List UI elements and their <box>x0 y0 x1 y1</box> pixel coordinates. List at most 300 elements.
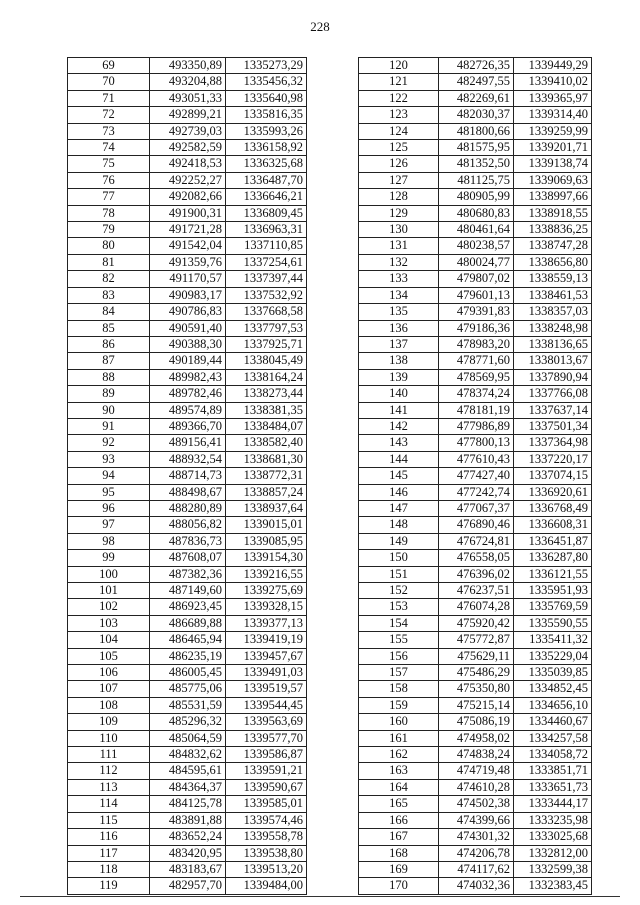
x-coordinate-cell: 482726,35 <box>439 58 514 74</box>
x-coordinate-cell: 490189,44 <box>150 353 226 369</box>
x-coordinate-cell: 478771,60 <box>439 353 514 369</box>
table-row <box>359 599 592 615</box>
y-coordinate-cell: 1339449,29 <box>514 58 592 74</box>
table-row <box>359 189 592 205</box>
point-number-cell: 144 <box>359 451 439 467</box>
table-row <box>359 254 592 270</box>
table-row <box>68 648 307 664</box>
y-coordinate-cell: 1338013,67 <box>514 353 592 369</box>
point-number-cell: 128 <box>359 189 439 205</box>
point-number-cell: 69 <box>68 58 150 74</box>
table-row <box>359 533 592 549</box>
table-row <box>68 369 307 385</box>
table-row <box>359 107 592 123</box>
point-number-cell: 88 <box>68 369 150 385</box>
point-number-cell: 107 <box>68 681 150 697</box>
table-row <box>359 763 592 779</box>
y-coordinate-cell: 1334058,72 <box>514 747 592 763</box>
point-number-cell: 101 <box>68 583 150 599</box>
y-coordinate-cell: 1339085,95 <box>226 533 307 549</box>
y-coordinate-cell: 1338747,28 <box>514 238 592 254</box>
y-coordinate-cell: 1339491,03 <box>226 665 307 681</box>
point-number-cell: 137 <box>359 336 439 352</box>
y-coordinate-cell: 1338918,55 <box>514 205 592 221</box>
y-coordinate-cell: 1339015,01 <box>226 517 307 533</box>
table-row <box>68 697 307 713</box>
point-number-cell: 71 <box>68 90 150 106</box>
table-row <box>68 254 307 270</box>
y-coordinate-cell: 1335411,32 <box>514 632 592 648</box>
x-coordinate-cell: 491721,28 <box>150 222 226 238</box>
table-row <box>359 550 592 566</box>
point-number-cell: 86 <box>68 336 150 352</box>
x-coordinate-cell: 483891,88 <box>150 812 226 828</box>
y-coordinate-cell: 1336920,61 <box>514 484 592 500</box>
table-row <box>359 747 592 763</box>
y-coordinate-cell: 1339590,67 <box>226 779 307 795</box>
table-row <box>68 599 307 615</box>
point-number-cell: 127 <box>359 172 439 188</box>
table-row <box>359 238 592 254</box>
table-row <box>359 845 592 861</box>
x-coordinate-cell: 480905,99 <box>439 189 514 205</box>
x-coordinate-cell: 492252,27 <box>150 172 226 188</box>
table-row <box>359 74 592 90</box>
point-number-cell: 151 <box>359 566 439 582</box>
point-number-cell: 100 <box>68 566 150 582</box>
y-coordinate-cell: 1335769,59 <box>514 599 592 615</box>
y-coordinate-cell: 1336768,49 <box>514 500 592 516</box>
point-number-cell: 91 <box>68 418 150 434</box>
y-coordinate-cell: 1336608,31 <box>514 517 592 533</box>
point-number-cell: 123 <box>359 107 439 123</box>
x-coordinate-cell: 479807,02 <box>439 271 514 287</box>
table-row <box>68 796 307 812</box>
y-coordinate-cell: 1338164,24 <box>226 369 307 385</box>
table-row <box>359 779 592 795</box>
y-coordinate-cell: 1337668,58 <box>226 304 307 320</box>
y-coordinate-cell: 1333025,68 <box>514 829 592 845</box>
table-row <box>68 665 307 681</box>
point-number-cell: 125 <box>359 140 439 156</box>
table-row <box>359 566 592 582</box>
x-coordinate-cell: 490786,83 <box>150 304 226 320</box>
y-coordinate-cell: 1338273,44 <box>226 386 307 402</box>
point-number-cell: 102 <box>68 599 150 615</box>
y-coordinate-cell: 1336451,87 <box>514 533 592 549</box>
table-row <box>359 386 592 402</box>
x-coordinate-cell: 486235,19 <box>150 648 226 664</box>
x-coordinate-cell: 487382,36 <box>150 566 226 582</box>
x-coordinate-cell: 481800,66 <box>439 123 514 139</box>
y-coordinate-cell: 1335951,93 <box>514 583 592 599</box>
table-row <box>68 533 307 549</box>
y-coordinate-cell: 1337397,44 <box>226 271 307 287</box>
point-number-cell: 80 <box>68 238 150 254</box>
table-row <box>68 107 307 123</box>
point-number-cell: 140 <box>359 386 439 402</box>
x-coordinate-cell: 475772,87 <box>439 632 514 648</box>
table-row <box>359 878 592 894</box>
x-coordinate-cell: 479186,36 <box>439 320 514 336</box>
x-coordinate-cell: 484364,37 <box>150 779 226 795</box>
x-coordinate-cell: 474958,02 <box>439 730 514 746</box>
table-row <box>359 369 592 385</box>
x-coordinate-cell: 478181,19 <box>439 402 514 418</box>
point-number-cell: 143 <box>359 435 439 451</box>
y-coordinate-cell: 1337890,94 <box>514 369 592 385</box>
x-coordinate-cell: 482497,55 <box>439 74 514 90</box>
y-coordinate-cell: 1335993,26 <box>226 123 307 139</box>
table-row <box>359 123 592 139</box>
x-coordinate-cell: 490591,40 <box>150 320 226 336</box>
table-row <box>68 632 307 648</box>
x-coordinate-cell: 480238,57 <box>439 238 514 254</box>
point-number-cell: 76 <box>68 172 150 188</box>
y-coordinate-cell: 1333444,17 <box>514 796 592 812</box>
y-coordinate-cell: 1337532,92 <box>226 287 307 303</box>
point-number-cell: 95 <box>68 484 150 500</box>
x-coordinate-cell: 486465,94 <box>150 632 226 648</box>
x-coordinate-cell: 488280,89 <box>150 500 226 516</box>
x-coordinate-cell: 491170,57 <box>150 271 226 287</box>
y-coordinate-cell: 1334852,45 <box>514 681 592 697</box>
table-row <box>359 140 592 156</box>
x-coordinate-cell: 475350,80 <box>439 681 514 697</box>
table-row <box>68 90 307 106</box>
table-row <box>68 156 307 172</box>
y-coordinate-cell: 1339201,71 <box>514 140 592 156</box>
point-number-cell: 113 <box>68 779 150 795</box>
table-row <box>68 566 307 582</box>
y-coordinate-cell: 1338484,07 <box>226 418 307 434</box>
y-coordinate-cell: 1336287,80 <box>514 550 592 566</box>
x-coordinate-cell: 477427,40 <box>439 468 514 484</box>
x-coordinate-cell: 492082,66 <box>150 189 226 205</box>
point-number-cell: 103 <box>68 615 150 631</box>
x-coordinate-cell: 479391,83 <box>439 304 514 320</box>
table-row <box>359 353 592 369</box>
point-number-cell: 166 <box>359 812 439 828</box>
table-row <box>359 336 592 352</box>
x-coordinate-cell: 474719,48 <box>439 763 514 779</box>
x-coordinate-cell: 489782,46 <box>150 386 226 402</box>
footer-rule <box>20 896 620 897</box>
x-coordinate-cell: 485064,59 <box>150 730 226 746</box>
y-coordinate-cell: 1336325,68 <box>226 156 307 172</box>
table-row <box>68 550 307 566</box>
y-coordinate-cell: 1338857,24 <box>226 484 307 500</box>
point-number-cell: 154 <box>359 615 439 631</box>
table-row <box>68 451 307 467</box>
table-row <box>68 304 307 320</box>
x-coordinate-cell: 484125,78 <box>150 796 226 812</box>
y-coordinate-cell: 1336487,70 <box>226 172 307 188</box>
table-row <box>68 140 307 156</box>
table-row <box>359 287 592 303</box>
point-number-cell: 116 <box>68 829 150 845</box>
point-number-cell: 105 <box>68 648 150 664</box>
point-number-cell: 161 <box>359 730 439 746</box>
y-coordinate-cell: 1338136,65 <box>514 336 592 352</box>
x-coordinate-cell: 489574,89 <box>150 402 226 418</box>
x-coordinate-cell: 477610,43 <box>439 451 514 467</box>
coordinates-table-left <box>67 57 307 895</box>
x-coordinate-cell: 482030,37 <box>439 107 514 123</box>
table-row <box>359 648 592 664</box>
y-coordinate-cell: 1338836,25 <box>514 222 592 238</box>
x-coordinate-cell: 474610,28 <box>439 779 514 795</box>
y-coordinate-cell: 1335273,29 <box>226 58 307 74</box>
y-coordinate-cell: 1339591,21 <box>226 763 307 779</box>
table-row <box>68 763 307 779</box>
y-coordinate-cell: 1339216,55 <box>226 566 307 582</box>
y-coordinate-cell: 1338656,80 <box>514 254 592 270</box>
table-row <box>68 779 307 795</box>
table-row <box>68 287 307 303</box>
y-coordinate-cell: 1337364,98 <box>514 435 592 451</box>
point-number-cell: 162 <box>359 747 439 763</box>
table-row <box>359 697 592 713</box>
point-number-cell: 131 <box>359 238 439 254</box>
table-row <box>359 156 592 172</box>
x-coordinate-cell: 493051,33 <box>150 90 226 106</box>
y-coordinate-cell: 1335039,85 <box>514 665 592 681</box>
x-coordinate-cell: 477986,89 <box>439 418 514 434</box>
y-coordinate-cell: 1339577,70 <box>226 730 307 746</box>
point-number-cell: 124 <box>359 123 439 139</box>
table-row <box>359 796 592 812</box>
table-row <box>359 615 592 631</box>
y-coordinate-cell: 1339410,02 <box>514 74 592 90</box>
table-row <box>359 730 592 746</box>
table-row <box>68 222 307 238</box>
table-row <box>68 320 307 336</box>
x-coordinate-cell: 488498,67 <box>150 484 226 500</box>
table-row <box>359 861 592 877</box>
table-row <box>68 878 307 894</box>
table-row <box>359 435 592 451</box>
x-coordinate-cell: 474399,66 <box>439 812 514 828</box>
y-coordinate-cell: 1337074,15 <box>514 468 592 484</box>
point-number-cell: 122 <box>359 90 439 106</box>
x-coordinate-cell: 483420,95 <box>150 845 226 861</box>
x-coordinate-cell: 491359,76 <box>150 254 226 270</box>
x-coordinate-cell: 474117,62 <box>439 861 514 877</box>
y-coordinate-cell: 1337766,08 <box>514 386 592 402</box>
x-coordinate-cell: 486923,45 <box>150 599 226 615</box>
point-number-cell: 82 <box>68 271 150 287</box>
y-coordinate-cell: 1339069,63 <box>514 172 592 188</box>
x-coordinate-cell: 481352,50 <box>439 156 514 172</box>
table-row <box>359 222 592 238</box>
y-coordinate-cell: 1338772,31 <box>226 468 307 484</box>
x-coordinate-cell: 480461,64 <box>439 222 514 238</box>
y-coordinate-cell: 1339275,69 <box>226 583 307 599</box>
y-coordinate-cell: 1336809,45 <box>226 205 307 221</box>
point-number-cell: 108 <box>68 697 150 713</box>
y-coordinate-cell: 1332599,38 <box>514 861 592 877</box>
point-number-cell: 70 <box>68 74 150 90</box>
x-coordinate-cell: 489366,70 <box>150 418 226 434</box>
y-coordinate-cell: 1335640,98 <box>226 90 307 106</box>
point-number-cell: 157 <box>359 665 439 681</box>
table-row <box>68 74 307 90</box>
table-row <box>68 336 307 352</box>
point-number-cell: 132 <box>359 254 439 270</box>
y-coordinate-cell: 1338248,98 <box>514 320 592 336</box>
point-number-cell: 104 <box>68 632 150 648</box>
point-number-cell: 136 <box>359 320 439 336</box>
point-number-cell: 87 <box>68 353 150 369</box>
y-coordinate-cell: 1339513,20 <box>226 861 307 877</box>
point-number-cell: 78 <box>68 205 150 221</box>
y-coordinate-cell: 1333851,71 <box>514 763 592 779</box>
point-number-cell: 93 <box>68 451 150 467</box>
point-number-cell: 168 <box>359 845 439 861</box>
table-row <box>68 517 307 533</box>
x-coordinate-cell: 476724,81 <box>439 533 514 549</box>
x-coordinate-cell: 474301,32 <box>439 829 514 845</box>
table-row <box>68 468 307 484</box>
y-coordinate-cell: 1339365,97 <box>514 90 592 106</box>
point-number-cell: 167 <box>359 829 439 845</box>
point-number-cell: 150 <box>359 550 439 566</box>
point-number-cell: 170 <box>359 878 439 894</box>
point-number-cell: 83 <box>68 287 150 303</box>
point-number-cell: 153 <box>359 599 439 615</box>
x-coordinate-cell: 480680,83 <box>439 205 514 221</box>
table-row <box>359 418 592 434</box>
point-number-cell: 106 <box>68 665 150 681</box>
point-number-cell: 92 <box>68 435 150 451</box>
table-row <box>359 58 592 74</box>
point-number-cell: 84 <box>68 304 150 320</box>
x-coordinate-cell: 485531,59 <box>150 697 226 713</box>
table-row <box>68 714 307 730</box>
y-coordinate-cell: 1337501,34 <box>514 418 592 434</box>
y-coordinate-cell: 1333651,73 <box>514 779 592 795</box>
point-number-cell: 163 <box>359 763 439 779</box>
x-coordinate-cell: 488714,73 <box>150 468 226 484</box>
table-row <box>68 845 307 861</box>
y-coordinate-cell: 1335816,35 <box>226 107 307 123</box>
table-row <box>359 681 592 697</box>
y-coordinate-cell: 1338381,35 <box>226 402 307 418</box>
y-coordinate-cell: 1339259,99 <box>514 123 592 139</box>
y-coordinate-cell: 1334460,67 <box>514 714 592 730</box>
x-coordinate-cell: 491542,04 <box>150 238 226 254</box>
x-coordinate-cell: 474206,78 <box>439 845 514 861</box>
y-coordinate-cell: 1339484,00 <box>226 878 307 894</box>
point-number-cell: 121 <box>359 74 439 90</box>
point-number-cell: 77 <box>68 189 150 205</box>
table-row <box>359 484 592 500</box>
y-coordinate-cell: 1334656,10 <box>514 697 592 713</box>
point-number-cell: 79 <box>68 222 150 238</box>
table-row <box>359 451 592 467</box>
table-row <box>68 861 307 877</box>
x-coordinate-cell: 475486,29 <box>439 665 514 681</box>
x-coordinate-cell: 481125,75 <box>439 172 514 188</box>
point-number-cell: 114 <box>68 796 150 812</box>
x-coordinate-cell: 483652,24 <box>150 829 226 845</box>
point-number-cell: 130 <box>359 222 439 238</box>
x-coordinate-cell: 493204,88 <box>150 74 226 90</box>
y-coordinate-cell: 1338997,66 <box>514 189 592 205</box>
x-coordinate-cell: 476074,28 <box>439 599 514 615</box>
y-coordinate-cell: 1334257,58 <box>514 730 592 746</box>
table-row <box>68 747 307 763</box>
y-coordinate-cell: 1337925,71 <box>226 336 307 352</box>
x-coordinate-cell: 479601,13 <box>439 287 514 303</box>
y-coordinate-cell: 1338937,64 <box>226 500 307 516</box>
x-coordinate-cell: 482957,70 <box>150 878 226 894</box>
table-row <box>359 665 592 681</box>
point-number-cell: 158 <box>359 681 439 697</box>
table-row <box>359 829 592 845</box>
point-number-cell: 156 <box>359 648 439 664</box>
point-number-cell: 164 <box>359 779 439 795</box>
point-number-cell: 119 <box>68 878 150 894</box>
point-number-cell: 138 <box>359 353 439 369</box>
y-coordinate-cell: 1336121,55 <box>514 566 592 582</box>
point-number-cell: 109 <box>68 714 150 730</box>
y-coordinate-cell: 1339154,30 <box>226 550 307 566</box>
point-number-cell: 139 <box>359 369 439 385</box>
point-number-cell: 98 <box>68 533 150 549</box>
y-coordinate-cell: 1339519,57 <box>226 681 307 697</box>
table-row <box>359 402 592 418</box>
point-number-cell: 81 <box>68 254 150 270</box>
y-coordinate-cell: 1339574,46 <box>226 812 307 828</box>
y-coordinate-cell: 1338559,13 <box>514 271 592 287</box>
x-coordinate-cell: 478569,95 <box>439 369 514 385</box>
x-coordinate-cell: 486689,88 <box>150 615 226 631</box>
y-coordinate-cell: 1336646,21 <box>226 189 307 205</box>
point-number-cell: 73 <box>68 123 150 139</box>
table-row <box>68 271 307 287</box>
point-number-cell: 145 <box>359 468 439 484</box>
point-number-cell: 111 <box>68 747 150 763</box>
y-coordinate-cell: 1337637,14 <box>514 402 592 418</box>
table-row <box>359 468 592 484</box>
table-row <box>68 829 307 845</box>
y-coordinate-cell: 1338681,30 <box>226 451 307 467</box>
table-row <box>359 812 592 828</box>
y-coordinate-cell: 1337254,61 <box>226 254 307 270</box>
x-coordinate-cell: 478983,20 <box>439 336 514 352</box>
x-coordinate-cell: 484595,61 <box>150 763 226 779</box>
table-row <box>359 205 592 221</box>
x-coordinate-cell: 492739,03 <box>150 123 226 139</box>
table-row <box>68 189 307 205</box>
y-coordinate-cell: 1339538,80 <box>226 845 307 861</box>
y-coordinate-cell: 1339419,19 <box>226 632 307 648</box>
table-row <box>359 517 592 533</box>
y-coordinate-cell: 1338461,53 <box>514 287 592 303</box>
y-coordinate-cell: 1339314,40 <box>514 107 592 123</box>
table-row <box>68 615 307 631</box>
y-coordinate-cell: 1332812,00 <box>514 845 592 861</box>
point-number-cell: 165 <box>359 796 439 812</box>
table-row <box>68 205 307 221</box>
y-coordinate-cell: 1339457,67 <box>226 648 307 664</box>
x-coordinate-cell: 474838,24 <box>439 747 514 763</box>
x-coordinate-cell: 489156,41 <box>150 435 226 451</box>
y-coordinate-cell: 1339328,15 <box>226 599 307 615</box>
y-coordinate-cell: 1336158,92 <box>226 140 307 156</box>
